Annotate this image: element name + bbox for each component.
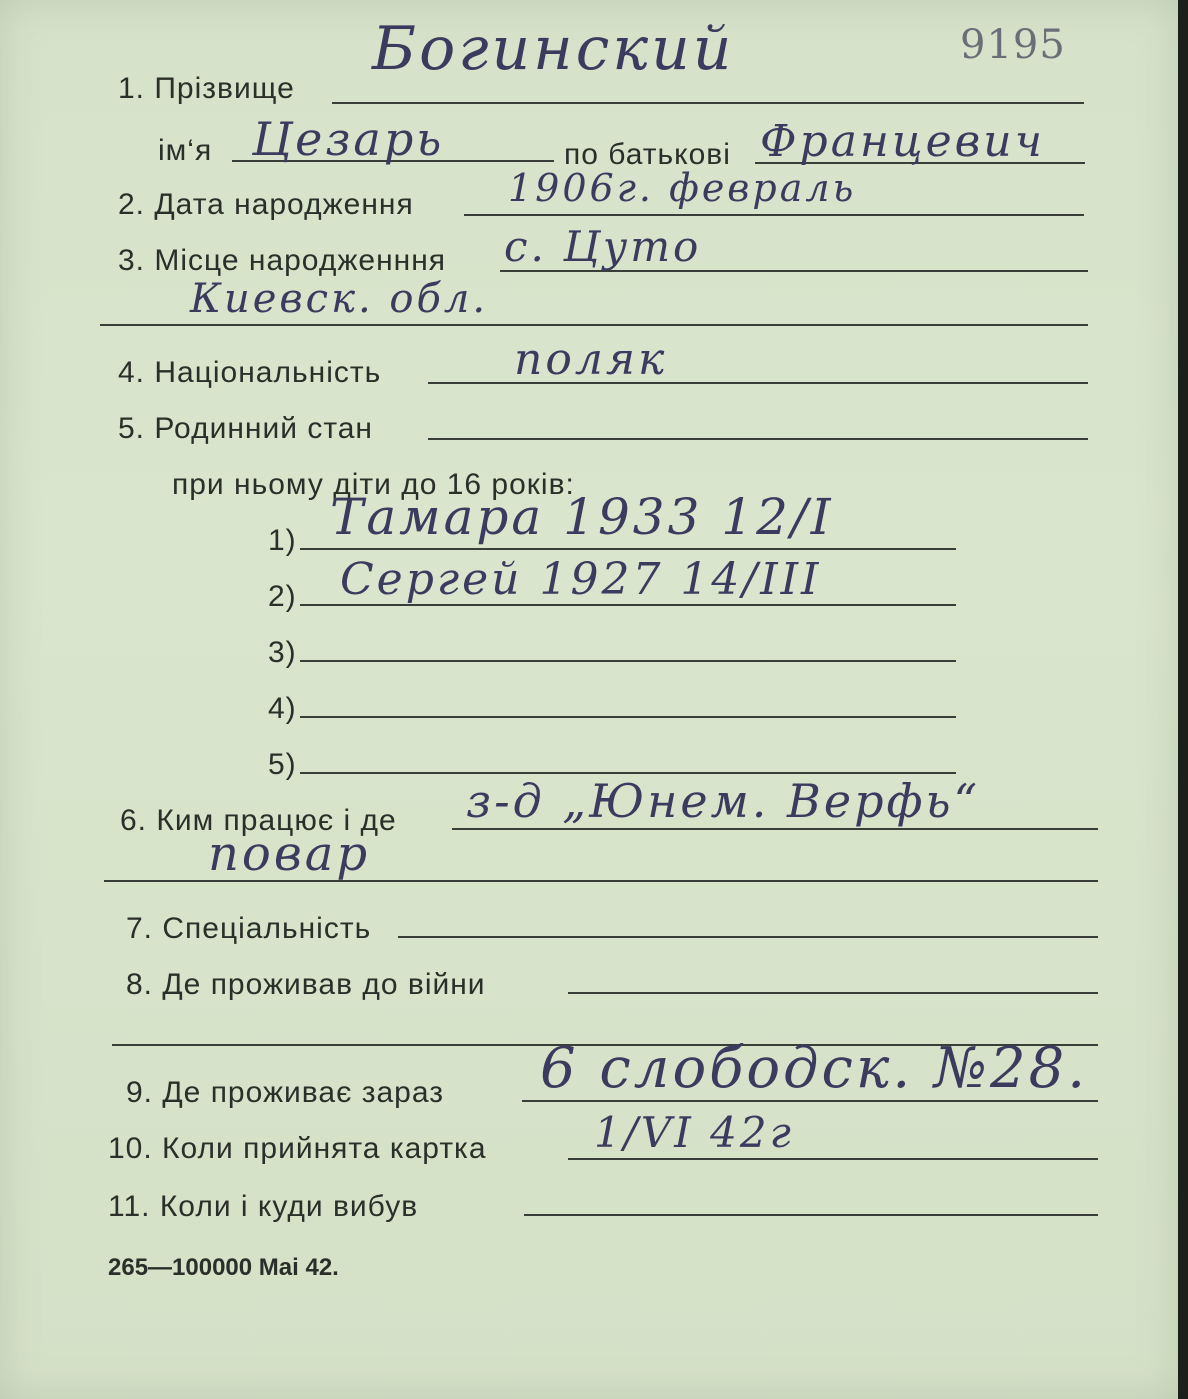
line-surname <box>332 102 1084 104</box>
print-imprint: 265—100000 Mai 42. <box>108 1254 339 1281</box>
hw-child-1: Тамара 1933 12/I <box>330 488 834 546</box>
line-child-4 <box>300 716 956 718</box>
line-speciality <box>398 936 1098 938</box>
line-child-3 <box>300 660 956 662</box>
hw-birth-date: 1906г. февраль <box>508 166 857 210</box>
hw-birth-place-2: Киевск. обл. <box>190 276 489 322</box>
label-prewar-residence: 8. Де проживав до війни <box>126 968 486 1001</box>
hw-name: Цезарь <box>252 112 445 166</box>
child-num-4: 4) <box>268 692 297 725</box>
hw-surname: Богинский <box>372 14 735 84</box>
label-children: при ньому діти до 16 років: <box>172 468 575 501</box>
label-birth-place: 3. Місце народженння <box>118 244 447 277</box>
line-birth-date <box>464 214 1084 216</box>
hw-card-accepted: 1/VI 42г <box>594 1108 794 1157</box>
label-current-residence: 9. Де проживає зараз <box>126 1076 444 1109</box>
label-name: ім‘я <box>158 134 213 167</box>
hw-work-1: з-д „Юнем. Верфь“ <box>466 774 981 828</box>
hw-record-number: 9195 <box>960 22 1066 68</box>
label-surname: 1. Прізвище <box>118 72 295 105</box>
label-speciality: 7. Спеціальність <box>126 912 372 945</box>
label-family-status: 5. Родинний стан <box>118 412 373 445</box>
child-num-2: 2) <box>268 580 297 613</box>
hw-current-residence: 6 слободск. №28. <box>540 1036 1089 1101</box>
scan-edge <box>1178 0 1188 1399</box>
line-birth-place-2 <box>100 324 1088 326</box>
line-family-status <box>428 438 1088 440</box>
label-departed: 11. Коли і куди вибув <box>108 1190 419 1223</box>
hw-birth-place-1: с. Цуто <box>504 222 702 271</box>
line-prewar-residence <box>568 992 1098 994</box>
child-num-5: 5) <box>268 748 297 781</box>
hw-nationality: поляк <box>514 334 668 385</box>
line-card-accepted <box>568 1158 1098 1160</box>
line-work <box>452 828 1098 830</box>
label-birth-date: 2. Дата народження <box>118 188 414 221</box>
child-num-3: 3) <box>268 636 297 669</box>
line-departed <box>524 1214 1098 1216</box>
label-work: 6. Ким працює і де <box>120 804 397 837</box>
label-nationality: 4. Національність <box>118 356 382 389</box>
hw-patronymic: Францевич <box>760 116 1045 167</box>
label-card-accepted: 10. Коли прийнята картка <box>108 1132 487 1165</box>
hw-child-2: Сергей 1927 14/III <box>340 554 822 605</box>
line-child-1 <box>300 548 956 550</box>
child-num-1: 1) <box>268 524 297 557</box>
hw-work-2: повар <box>208 826 371 882</box>
label-patronymic: по батькові <box>564 138 731 171</box>
